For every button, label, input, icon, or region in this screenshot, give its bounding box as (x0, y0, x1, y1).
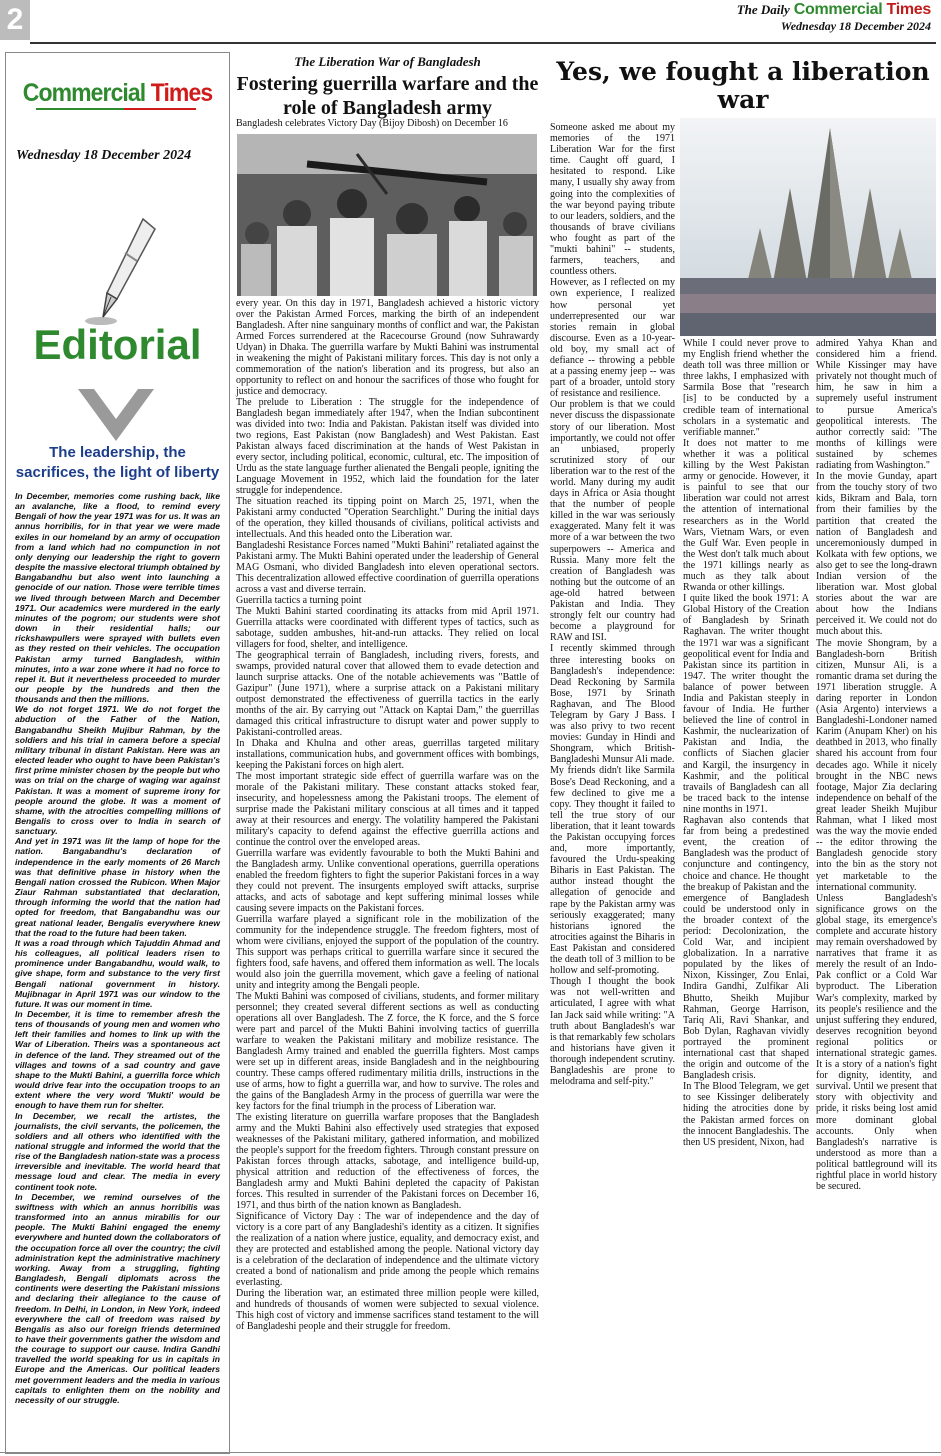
opinion-paragraph: It does not matter to me whether it was a political killing by the West Pakistan army or genocide. However, it is painful to see that our liberation war could not arrest the attention of international researchers as in the World Wars, Vietnam Wars, or even the Gulf War. Even people in the West don't talk much about the 1971 killings nearly as much as they talk about Rwanda or other killings. (683, 437, 809, 594)
editorial-paragraph: In December, we remind ourselves of the swiftness with which an annus horribilis was transformed into an annus mirabilis for our people. The Mukti Bahini engaged the enemy everywhere and hunted down the collaborators of the occupation force all over the country; the civil administration kept the administrative machinery working. Away from a struggling, fighting Bangladesh, Bengali diplomats across the continents were deserting the Pakistani missions and declaring their allegiance to the cause of freedom. In Delhi, in London, in New York, indeed everywhere the call of freedom was raised by Bengalis as also our foreign friends determined to have their governments gather the wisdom and the courage to support our cause. Indira Gandhi travelled the world speaking for us in capitals in Europe and the Americas. Our political leaders met government leaders and the media in various capitals to enlighten them on the nobility and necessity of our struggle. (15, 1191, 220, 1405)
article-paragraph: Bangladeshi Resistance Forces named "Mukti Bahini" retaliated against the Pakistani army. The Mukti Bahini operated under the leadership of General MAG Osmani, who divided Bangladesh into eleven operational sectors. This decentralization allowed effective coordination of guerrilla operations across a vast and diverse terrain. (236, 540, 539, 595)
editorial-headline: The leadership, the sacrifices, the light of liberty (15, 444, 220, 481)
opinion-paragraph: Though I thought the book was not well-written and articulated, I agree with what Ian Jack said while writing: "A truth about Bangladesh's war is that remarkably few scholars and historians have given it thorough independent scrutiny. Bangladeshis are prone to melodrama and self-pity." (550, 976, 675, 1088)
editorial-paragraph: And yet in 1971 was lit the lamp of hope for the nation. Bangabandhu's declaration of independence in the early moments of 26 March was that definitive phase in history when the Bengali nation crossed the Rubicon. When Major Ziaur Rahman substantiated that declaration, through informing the world that the nation had opted for freedom, that Bangabandhu was our great national leader, Bengalis everywhere knew that the road to the future had been taken. (15, 836, 220, 938)
article-paragraph: The Mukti Bahini started coordinating its attacks from mid April 1971. Guerrilla attacks were coordinated with different types of tactics, such as sabotage, sudden ambushes, hit-and-run attacks. They relied on local villagers for food, shelter, and intelligence. (236, 606, 539, 650)
sidebar-logo-times: Times (150, 79, 213, 107)
national-memorial-photo (680, 118, 936, 336)
sidebar-logo (15, 79, 220, 108)
opinion-paragraph: While I could never prove to my English friend whether the death toll was three million or three lakhs, I emphasized with Sarmila Bose that "research [is] to be conducted by a credible team of international scholars in a systematic and verifiable manner." (683, 338, 809, 438)
freedom-fighters-photo (237, 134, 537, 296)
article-kicker: The Liberation War of Bangladesh (294, 54, 481, 69)
article-paragraph: The most important strategic side effect of guerrilla warfare was on the morale of the Pakistani military. These constant attacks stoked fear, insecurity, and hopelessness among the Pakistani troops. The element of surprise made the Pakistani military conscious at all times and it tapped away at their resources and energy. The volatility hampered the Pakistani military's capacity to defend against the effective guerrilla actions and continue the control over the enveloped areas. (236, 771, 539, 848)
article-paragraph: Significance of Victory Day : The war of independence and the day of victory is a core part of any Bangladeshi's identity as a citizen. It signifies the realization of a nation where justice, equality, and democracy exist, and they are protected and established among the people. National victory day is a celebration of the declaration of independence and the ultimate victory created a bond of nationalism and pride among the people which remains everlasting. (236, 1211, 539, 1288)
editorial-paragraph: In December, memories come rushing back, like an avalanche, like a flood, to remind every Bengali of how the year 1971 was for us. It was an annus horribilis, for in that year we were made exiles in our homeland by an army of occupation from a land which had no compunction in not only denying our leadership the right to govern despite the massive electoral triumph obtained by Bangabandhu but also went into launching a genocide of our nation. Those were terrible times we lived through between March and December 1971. Our academics were murdered in the early minutes of the pogrom; our students were shot down in their residential halls; our rickshawpullers were sprayed with bullets even as they rested on their vehicles. The occupation Pakistan army turned Bangladesh, within minutes, into a war zone where it had no force to repel it. But it nevertheless proceeded to murder our people by the hundreds and then the thousands and then the millions. (15, 491, 220, 705)
editorial-sidebar (5, 52, 230, 1454)
editorial-body (15, 491, 220, 1405)
opinion-paragraph: Unless Bangladesh's significance grows on the global stage, its emergence's complete and accurate history may remain overshadowed by narratives that frame it as merely the result of an Indo-Pak conflict or a Cold War byproduct. The Liberation War's complexity, marked by its people's resilience and the unjust suffering they endured, deserves recognition beyond regional politics or international strategic games. It is a story of a nation's fight for dignity, identity, and survival. Until we present that story with objectivity and pride, it risks being lost amid more dominant global accounts. Only when Bangladesh's narrative is understood as more than a political battleground will its rightful place in world history be secured. (816, 892, 937, 1193)
opinion-paragraph: Someone asked me about my memories of the 1971 Liberation War for the first time. Caught off guard, I hesitated to respond. Like many, I usually shy away from going into the complexities of the war beyond paying tribute to our leaders, soldiers, and the thousands of brave civilians who fought as part of the "mukti bahini" -- students, farmers, teachers, and countless others. (550, 122, 675, 278)
article-paragraph: Guerrilla warfare played a significant role in the mobilization of the community for the independence struggle. The freedom fighters, most of whom were civilians, enjoyed the support of the population of the country. This support was perhaps critical to guerrilla warfare since it secured the fighters food, safe havens, and offered them information as well. The locals would also join the guerrilla movement, which gave a feeling of national unity and integrity among the Bengali people. (236, 914, 539, 991)
editorial-paragraph: In December, we recall the artistes, the journalists, the civil servants, the policemen, the soldiers and all others who identified with the national struggle and informed the world that the rise of the Bangladesh nation-state was a process irreversible and inevitable. The world heard that message loud and clear. The media in every continent took note. (15, 1110, 220, 1192)
opinion-paragraph: Our problem is that we could never discuss the dispassionate story of our liberation. Most importantly, we could not offer an unbiased, properly scrutinized story of our liberation war to the rest of the world. Many during my audit days in Africa or Asia thought that the number of people killed in the war was seriously exaggerated. Many felt it was more of a war between the two superpowers -- America and Russia. Many more felt the creation of Bangladesh was nothing but the outcome of an age-old hatred between Pakistan and India. They strongly felt our country had become a playground for RAW and ISI. (550, 399, 675, 644)
masthead (737, 1, 931, 34)
article-paragraph: The existing literature on guerrilla warfare proposes that the Bangladesh army and the Mukti Bahini also effectively used strategies that exposed weaknesses of the Pakistani military, gathered information, and mobilized the people's support for the freedom fighters. Through constant pressure on Pakistan forces through attacks, sabotage, and intelligence build-up, physical attrition and reduction of the effectiveness of forces, the Bangladesh army and Mukti Bahini depleted the capacity of Pakistan forces. This resulted in surrender of the Pakistani forces on December 16, 1971, and thus birth of the nation known as Bangladesh. (236, 1112, 539, 1211)
masthead-the: The Daily (736, 2, 790, 17)
logo-underline (36, 108, 196, 110)
opinion-paragraph: In The Blood Telegram, we get to see Kissinger deliberately hiding the atrocities done by the Pakistan armed forces on the innocent Bangladeshis. The then US president, Nixon, had (683, 1081, 809, 1148)
opinion-column-2 (683, 338, 809, 1148)
opinion-paragraph: Raghavan also contends that far from being a predestined event, the creation of Bangladesh was the product of conjuncture and contingency, choice and chance. He thought the breakup of Pakistan and the emergence of Bangladesh could be understood only in the broader context of the period: Decolonization, the Cold War, and incipient globalization. In a narrative populated by the likes of Nixon, Kissinger, Zou Enlai, Indira Gandhi, Zulfikar Ali Bhutto, Sheikh Mujibur Rahman, George Harrison, Tariq Ali, Ravi Shankar, and Bob Dylan, Raghavan vividly portrayed the prominent international cast that shaped the origin and outcome of the Bangladesh crisis. (683, 815, 809, 1082)
article-title: Fostering guerrilla warfare and the role of Bangladesh army (236, 73, 539, 119)
article-paragraph: every year. On this day in 1971, Bangladesh achieved a historic victory over the Pakistan Armed Forces, marking the birth of an independent Bangladesh. After nine sanguinary months of conflict and war, the Pakistan Armed Forces surrendered at the Racecourse Ground (now Suhrawardy Udyan) in Dhaka. The guerrilla warfare by Mukti Bahini was instrumental in weakening the might of Pakistani military forces. This day is not only a commemoration of the nation's liberation and its progress, but also an opportunity to reflect on and honour the sacrifices of those who fought for justice and democracy. (236, 298, 539, 397)
article-paragraph: The geographical terrain of Bangladesh, including rivers, forests, and swamps, provided natural cover that allowed them to evade detection and launch surprise attacks. One of the notable achievements was "Battle of Gazipur" (June 1971), where a surprise attack on a Pakistani military outpost demonstrated the effectiveness of guerrilla tactics in the early months of the air. By carrying out "Attack on Kaptai Dam," the guerrillas damaged this critical infrastructure to disrupt water and power supply to Pakistani-controlled areas. (236, 650, 539, 738)
opinion-paragraph: I quite liked the book 1971: A Global History of the Creation of Bangladesh by Srinath Raghavan. The writer thought the 1971 war was a significant geopolitical event for India and Pakistan since its partition in 1947. The writer thought the balance of power between India and Pakistan steeply in favour of India. He further believed the line of control in Kashmir, the nuclearization of Pakistan and India, the conflicts of Siachen glacier and Kargil, the insurgency in Kashmir, and the political travails of Bangladesh can all be traced back to the intense nine months in 1971. (683, 593, 809, 815)
opinion-paragraph: My friends didn't like Sarmila Bose's Dead Reckoning, and a few declined to give me a copy. They thought it failed to tell the true story of our liberation, that it leant towards the Pakistan occupying forces and, more importantly, favoured the Urdu-speaking Biharis in East Pakistan. The author instead thought the allegation of genocide and rape by the Pakistan army was seriously exaggerated; many historians ignored the atrocities against the Biharis in East Pakistan and considered the death toll of 3 million to be hollow and self-promoting. (550, 765, 675, 977)
article-paragraph: Guerrilla warfare was evidently favourable to both the Mukti Bahini and the Bangladesh army. Unlike conventional operations, guerrilla operations enabled the freedom fighters to fight the superior Pakistani forces in a way they could not prevent. The insurgents employed swift attacks, surprise attacks, and acts of sabotage and kept suffering minimal losses while causing severe impacts on the Pakistani forces. (236, 848, 539, 914)
article-paragraph: During the liberation war, an estimated three million people were killed, and hundreds of thousands of women were subjected to sexual violence. This high cost of victory and immense sacrifices stand testament to the will of Bangladeshi people and their struggle for freedom. (236, 1288, 539, 1332)
editorial-paragraph: It was a road through which Tajuddin Ahmad and his colleagues, all political leaders risen to prominence under Bangabandhu, would walk, to give shape, form and substance to the very first Bengali national government in history. Mujibnagar in April 1971 was our window to the future. It was our moment in time. (15, 937, 220, 1009)
article-body (236, 298, 539, 1332)
section-title: Editorial (33, 321, 202, 368)
sidebar-date: Wednesday 18 December 2024 (16, 148, 192, 163)
masthead-commercial: Commercial (793, 1, 883, 18)
article-paragraph: The Mukti Bahini was composed of civilians, students, and former military personnel; they created several different sections as well as conducting operations all over Bangladesh. The Z force, the K force, and the S force were part and parcel of the Mukti Bahini involving tactics of guerrilla warfare to weaken the Pakistani military and mobilize resistance. The Bangladesh Army trained and enabled the guerrilla fighters. Most camps were set up in different areas, inside Bangladesh and in the neighbouring country. These camps offered rudimentary militia drills, instructions in the use of arms, how to fight a guerrilla war, and how to survive. The roles and the gains of the Bangladesh Army in the process of guerrilla war were the key factors for the final triumph in the process of Liberation war. (236, 991, 539, 1112)
article-paragraph: The situation reached its tipping point on March 25, 1971, when the Pakistani army conducted "Operation Searchlight." During the initial days of the operation, they killed thousands of civilians, political activists and intellectuals. And this headed onto the Liberation war. (236, 496, 539, 540)
header-date: Wednesday 18 December 2024 (780, 19, 931, 33)
chevron-down-icon (76, 385, 156, 445)
article-lede: Bangladesh celebrates Victory Day (Bijoy Dibosh) on December 16 (236, 118, 508, 129)
page-number: 2 (0, 0, 30, 40)
editorial-paragraph: We do not forget 1971. We do not forget the abduction of the Father of the Nation, Bangabandhu Sheikh Mujibur Rahman, by the soldiers and his trial in camera before a special military tribunal in distant Pakistan. Here was an elected leader who ought to have been Pakistan's first prime minister chosen by the people but who was on trial on the charge of waging war against Pakistan. It was a moment of supreme irony for people around the globe. It was a moment of shame, with the atrocities compelling millions of Bengalis to cross over to India in search of sanctuary. (15, 704, 220, 837)
opinion-paragraph: The movie Shongram, by a Bangladesh-born British citizen, Munsur Ali, is a romantic drama set during the 1971 liberation struggle. A daring reporter in London (Asia Argento) interviews a Bangladeshi-Londoner named Karim (Anupam Kher) on his deathbed in 2013, who finally shared his account from four decades ago. While it nicely brought in the NBC news footage, Major Zia declaring independence on behalf of the great leader Sheikh Mujibur Rahman, what I liked most was the way the movie ended -- the editor throwing the Bangladesh genocide story into the bin as the story not yet marketable to the international community. (816, 637, 937, 893)
opinion-paragraph: admired Yahya Khan and considered him a friend. While Kissinger may have privately not thought much of him, he saw in him a supremely useful instrument to pursue America's geopolitical interests. The author correctly said: "The months of killings were sustained by schemes radiating from Washington." (816, 338, 937, 472)
fountain-pen-icon (81, 213, 161, 333)
opinion-title: Yes, we fought a liberation war (556, 57, 930, 114)
opinion-paragraph: However, as I reflected on my own experience, I realized how personal yet underrepresented our war stories remain in global discourse. Even as a 10-year-old boy, my small act of defiance -- throwing a pebble at a passing enemy jeep -- was part of a broader, untold story of resistance and resilience. (550, 277, 675, 400)
article-paragraph: The prelude to Liberation : The struggle for the independence of Bangladesh began immediately after 1947, when the Indian subcontinent was divided into two: India and Pakistan. Pakistan itself was divided into two regions, East Pakistan (now Bangladesh) and West Pakistan. East Pakistan always faced discrimination at the hands of West Pakistan in every sector, including political, economic, cultural, etc. The imposition of Urdu as the state language further alienated the Bengali people, igniting the Language Movement in 1952, which laid the foundation for the later struggle for independence. (236, 397, 539, 496)
article-paragraph: In Dhaka and Khulna and other areas, guerrillas targeted military installations, communication hubs, and government offices with bombings, keeping the Pakistani forces on high alert. (236, 738, 539, 771)
opinion-column-1 (550, 122, 675, 1087)
sidebar-logo-commercial: Commercial (22, 79, 146, 107)
opinion-paragraph: In the movie Gunday, apart from the touchy story of two kids, Bikram and Bala, torn from their families by the partition that created the nation of Bangladesh and unceremoniously dumped in Kolkata with few options, we also get to see the long-drawn Indian version of the liberation war. Most global stories about the war are about how the Indians perceived it. We could not do much about this. (816, 471, 937, 638)
opinion-paragraph: I recently skimmed through three interesting books on Bangladesh's independence: Dead Reckoning by Sarmila Bose, 1971 by Srinath Raghavan, and The Blood Telegram by Gary J Bass. I was also privy to two recent movies: Gunday in Hindi and Shongram, which British-Bangladeshi Munsur Ali made. (550, 643, 675, 766)
masthead-times: Times (886, 1, 931, 18)
opinion-column-3 (816, 338, 937, 1192)
page-bottom-rule (0, 1452, 941, 1453)
article-subhead: Guerrilla tactics a turning point (236, 595, 362, 606)
header-divider (30, 42, 936, 44)
editorial-paragraph: In December, it is time to remember afresh the tens of thousands of young men and women who left their families and homes to link up with the War of Liberation. Theirs was a spontaneous act in defence of the land. They streamed out of the villages and towns of a sad country and gave shape to the Mukti Bahini, a guerrilla force which would drive fear into the occupation troops to an extent where the very word 'Mukti' would be enough to have them run for shelter. (15, 1008, 220, 1111)
